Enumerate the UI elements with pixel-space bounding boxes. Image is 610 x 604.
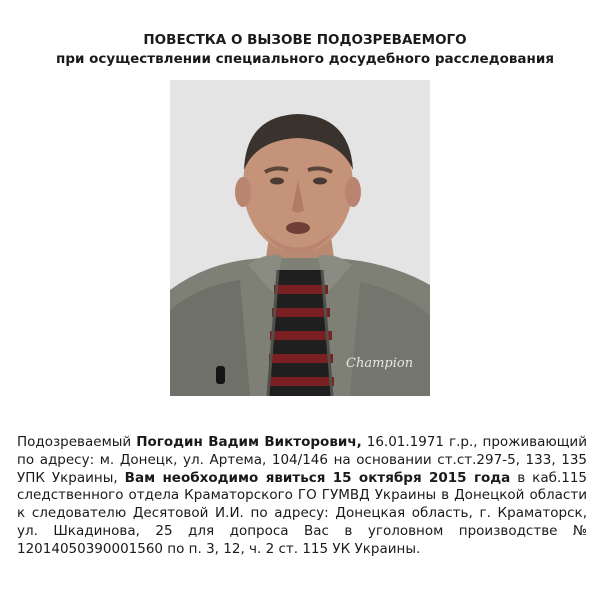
summons-body <box>17 434 587 559</box>
body-text-intro: Подозреваемый <box>17 434 137 450</box>
jacket-logo-text: Champion <box>346 356 414 371</box>
suspect-name: Погодин Вадим Викторович, <box>136 434 362 450</box>
suspect-photo <box>170 80 430 396</box>
document-title <box>0 31 610 69</box>
suspect-portrait-illustration <box>170 80 430 396</box>
appearance-deadline: Вам необходимо явиться 15 октября 2015 года <box>124 469 511 486</box>
title-line-2: при осуществлении специального досудебного расследования <box>56 51 554 67</box>
body-text-details: в каб.115 следственного отдела Краматорского ГО ГУМВД Украины в Донецкой области к следователю Десятовой И.И. по адресу: Донецкая область, г. Краматорск, ул. Шкадинова, 25 для допроса Вас в уголовном производстве № 12014050390001560 по п. 3, 12, ч. 2 ст. 115 УК Украины. <box>17 469 587 557</box>
body-text-address: 16.01.1971 г.р., проживающий по адресу: м. Донецк, ул. Артема, 104/146 на основании ст.ст.297-5, 133, 135 УПК Украины, <box>17 434 587 486</box>
title-line-1: ПОВЕСТКА О ВЫЗОВЕ ПОДОЗРЕВАЕМОГО <box>143 32 467 48</box>
